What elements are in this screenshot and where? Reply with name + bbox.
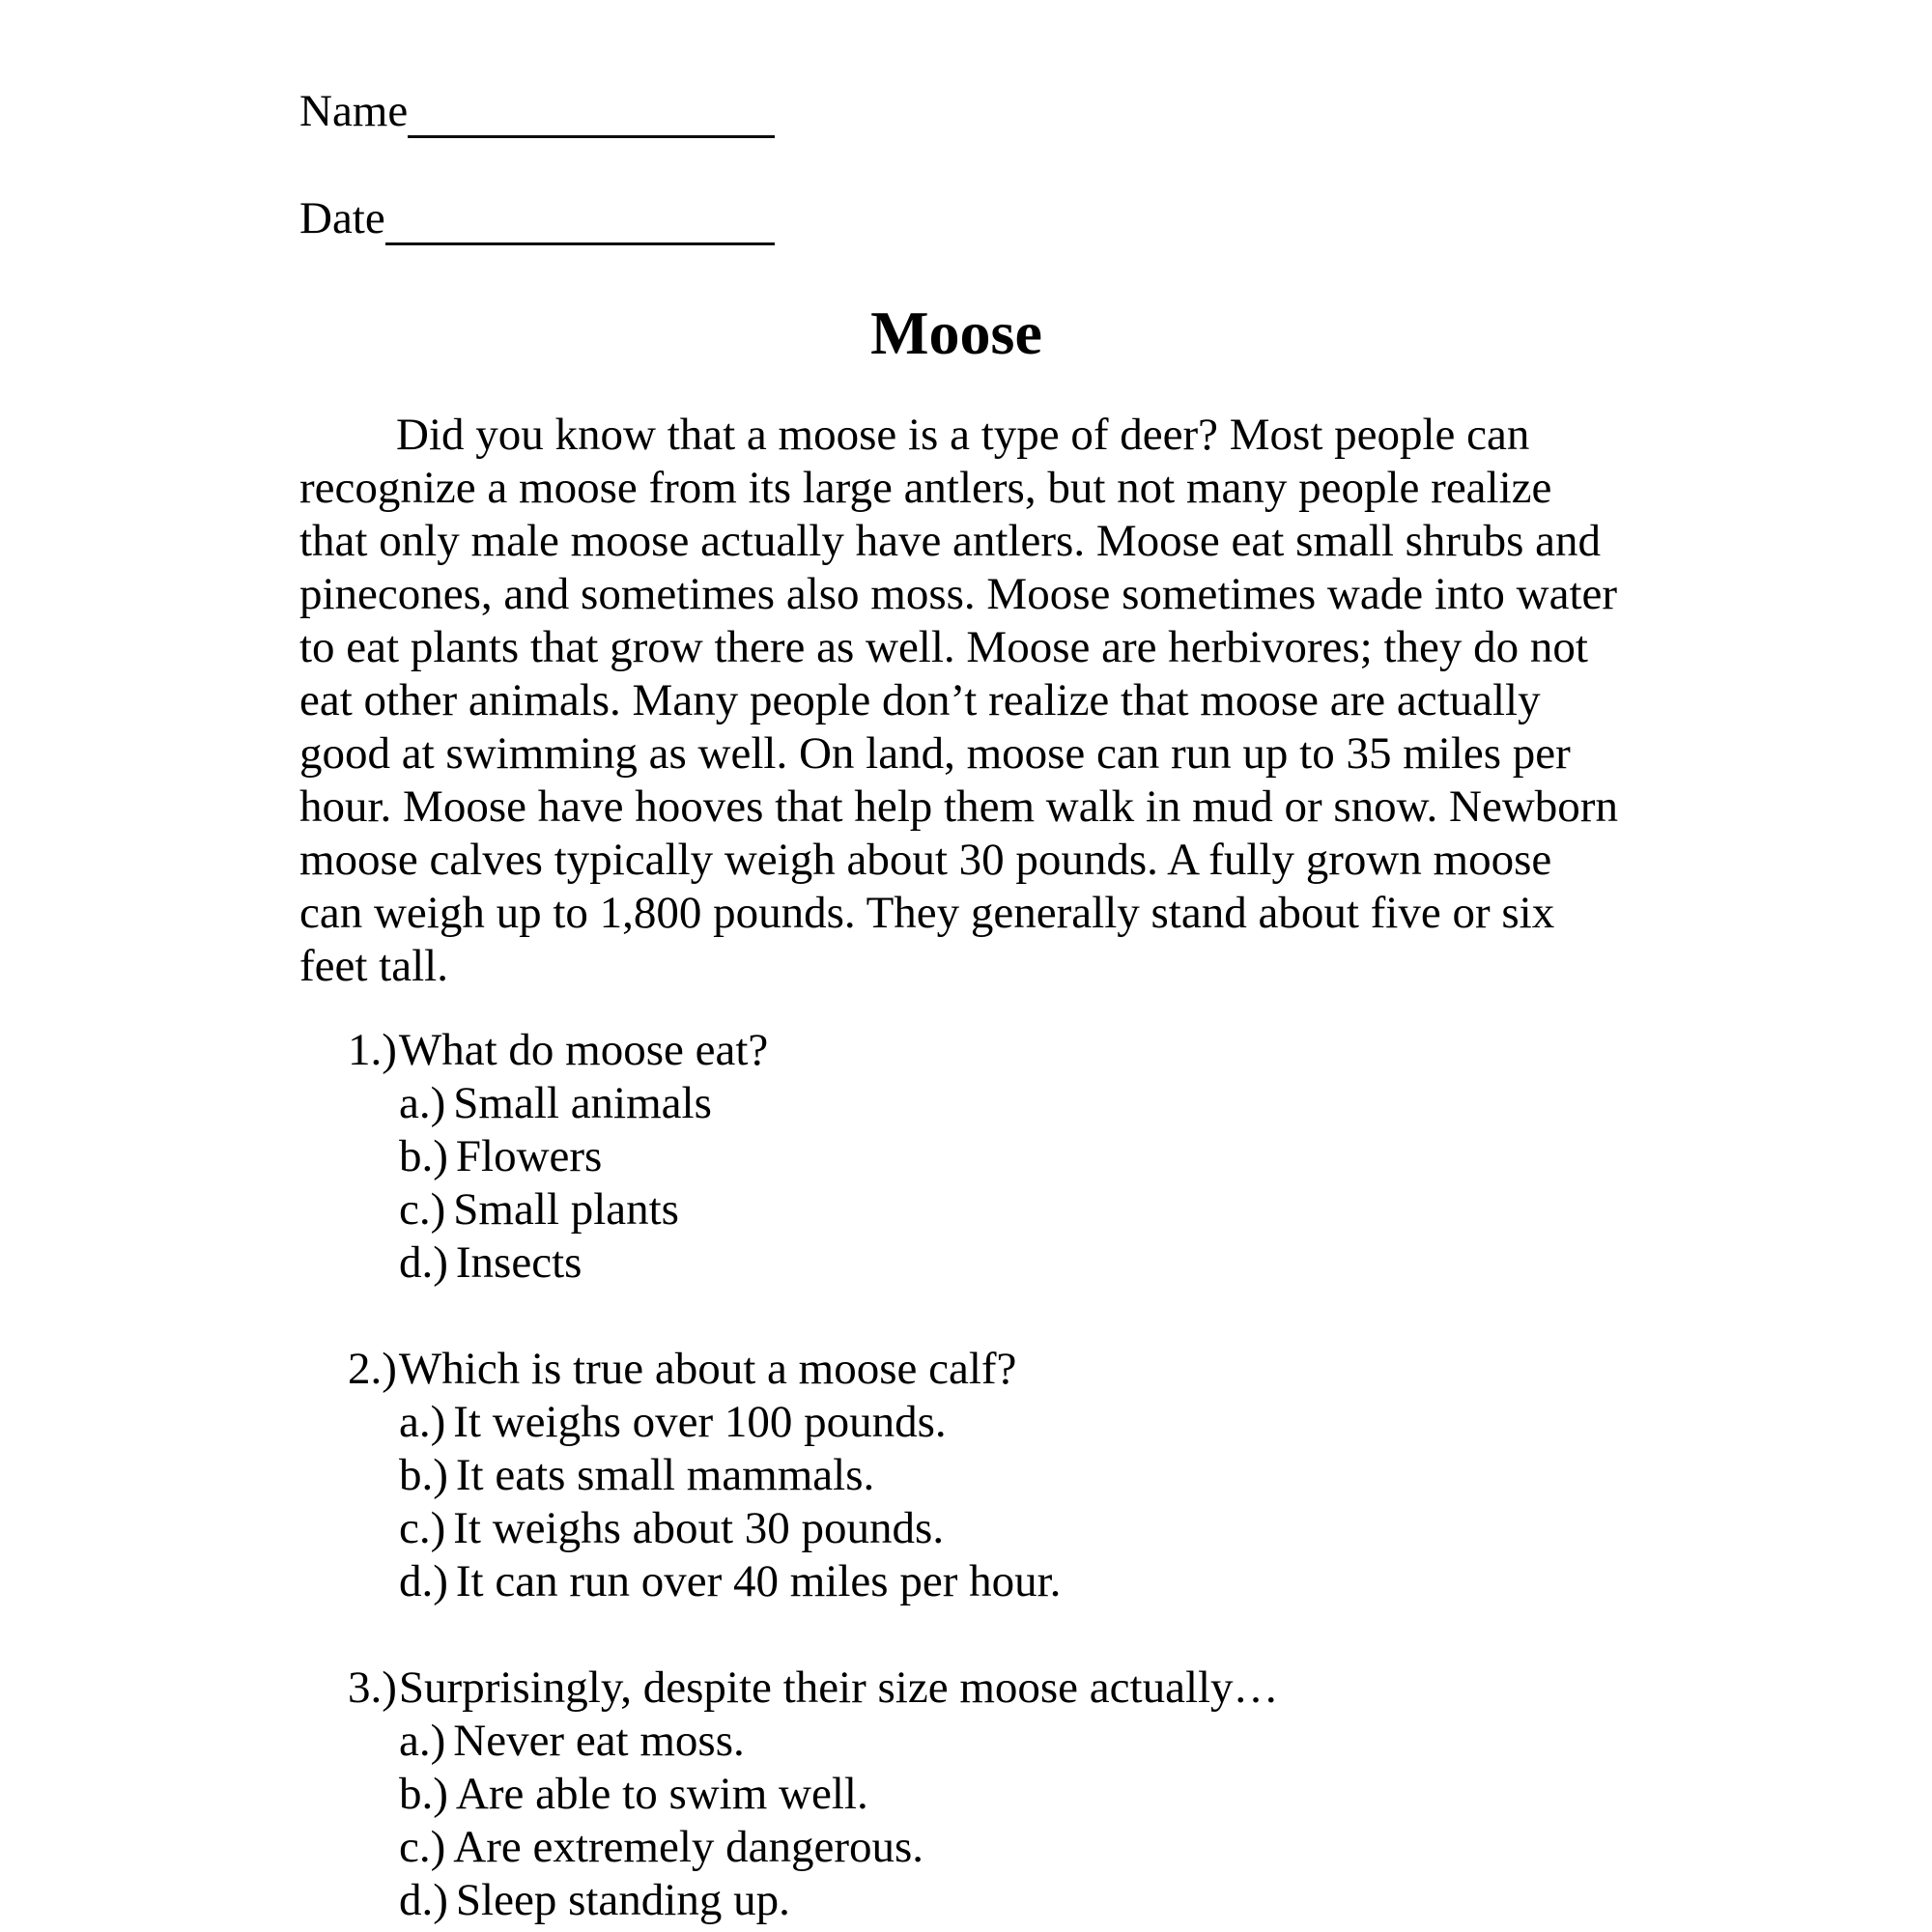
question-text: Which is true about a moose calf? xyxy=(398,1344,1017,1394)
question-line xyxy=(299,1343,1613,1396)
passage-line: Did you know that a moose is a type of deer? Most people can xyxy=(396,410,1530,460)
answer-option[interactable] xyxy=(299,1821,1613,1874)
option-text: Are able to swim well. xyxy=(455,1769,868,1819)
date-input-line[interactable] xyxy=(385,192,775,245)
option-letter: c.) xyxy=(399,1503,446,1553)
option-text: Flowers xyxy=(455,1131,603,1181)
option-text: Small animals xyxy=(453,1078,712,1128)
answer-option[interactable] xyxy=(299,1236,1613,1290)
option-letter: b.) xyxy=(399,1769,448,1819)
answer-option[interactable] xyxy=(299,1715,1613,1768)
option-text: Never eat moss. xyxy=(453,1716,745,1766)
passage-line: hour. Moose have hooves that help them walk in mud or snow. Newborn xyxy=(299,781,1618,832)
answer-option[interactable] xyxy=(299,1077,1613,1130)
answer-option[interactable] xyxy=(299,1396,1613,1449)
option-text: Small plants xyxy=(453,1184,679,1235)
option-text: It eats small mammals. xyxy=(455,1450,875,1500)
option-text: Are extremely dangerous. xyxy=(453,1822,924,1872)
date-field xyxy=(299,192,775,245)
question-text: Surprisingly, despite their size moose actually… xyxy=(398,1662,1279,1713)
passage-line: moose calves typically weigh about 30 pounds. A fully grown moose xyxy=(299,835,1552,885)
passage-line: good at swimming as well. On land, moose can run up to 35 miles per xyxy=(299,728,1571,779)
page-title: Moose xyxy=(870,298,1042,367)
option-letter: d.) xyxy=(399,1556,448,1606)
question-line xyxy=(299,1662,1613,1715)
question-number: 1.) xyxy=(348,1025,397,1075)
option-letter: d.) xyxy=(399,1875,448,1925)
question xyxy=(299,1024,1613,1290)
name-field xyxy=(299,85,775,138)
passage xyxy=(299,409,1618,993)
passage-line: that only male moose actually have antlers. Moose eat small shrubs and xyxy=(299,516,1601,566)
option-text: Sleep standing up. xyxy=(455,1875,790,1925)
option-text: It weighs about 30 pounds. xyxy=(453,1503,945,1553)
answer-option[interactable] xyxy=(299,1449,1613,1502)
answer-option[interactable] xyxy=(299,1768,1613,1821)
answer-option[interactable] xyxy=(299,1130,1613,1183)
option-text: It weighs over 100 pounds. xyxy=(453,1397,947,1447)
question-number: 3.) xyxy=(348,1662,397,1713)
option-letter: b.) xyxy=(399,1131,448,1181)
question-text: What do moose eat? xyxy=(398,1025,769,1075)
answer-option[interactable] xyxy=(299,1502,1613,1555)
question xyxy=(299,1662,1613,1927)
answer-option[interactable] xyxy=(299,1874,1613,1927)
name-input-line[interactable] xyxy=(408,85,775,138)
option-letter: b.) xyxy=(399,1450,448,1500)
questions xyxy=(299,1024,1613,1927)
passage-line: can weigh up to 1,800 pounds. They generally stand about five or six xyxy=(299,888,1555,938)
question-line xyxy=(299,1024,1613,1077)
date-label: Date xyxy=(299,193,385,243)
answer-option[interactable] xyxy=(299,1183,1613,1236)
option-letter: d.) xyxy=(399,1237,448,1288)
name-label: Name xyxy=(299,86,409,136)
answer-option[interactable] xyxy=(299,1555,1613,1608)
option-letter: a.) xyxy=(399,1716,446,1766)
option-text: Insects xyxy=(455,1237,582,1288)
option-text: It can run over 40 miles per hour. xyxy=(455,1556,1062,1606)
passage-line: to eat plants that grow there as well. Moose are herbivores; they do not xyxy=(299,622,1588,672)
option-letter: a.) xyxy=(399,1078,446,1128)
passage-line: pinecones, and sometimes also moss. Moose sometimes wade into water xyxy=(299,569,1618,619)
option-letter: a.) xyxy=(399,1397,446,1447)
passage-line: recognize a moose from its large antlers, but not many people realize xyxy=(299,463,1552,513)
question xyxy=(299,1343,1613,1608)
worksheet-content xyxy=(299,85,1618,1927)
passage-line: eat other animals. Many people don’t realize that moose are actually xyxy=(299,675,1541,725)
option-letter: c.) xyxy=(399,1822,446,1872)
option-letter: c.) xyxy=(399,1184,446,1235)
question-number: 2.) xyxy=(348,1344,397,1394)
passage-line: feet tall. xyxy=(299,941,448,991)
